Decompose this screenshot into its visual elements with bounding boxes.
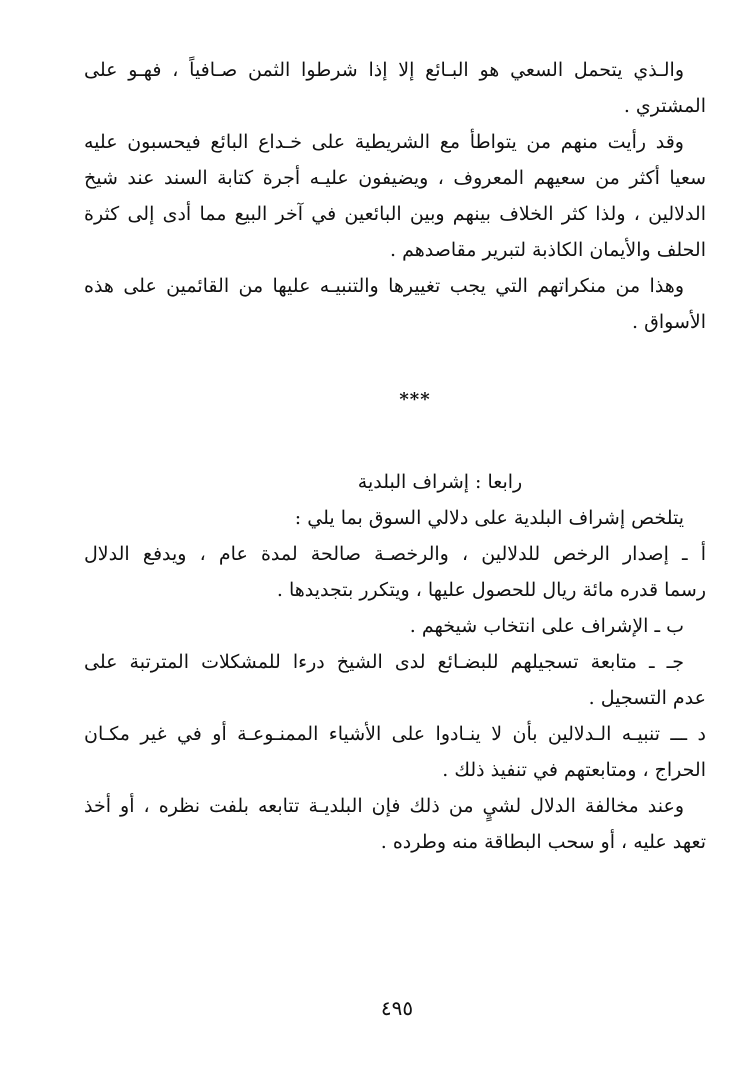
paragraph-2 [84,124,706,268]
text-line: تعهد عليه ، أو سحب البطاقة منه وطرده . [380,831,706,853]
text-line: المشتري . [623,95,706,117]
intro-line: يتلخص إشراف البلدية على دلالي السوق بما يلي : [294,507,684,529]
text-line: الحلف والأيمان الكاذبة لتبرير مقاصدهم . [390,239,706,261]
text-line: أ ـ إصدار الرخص للدلالين ، والرخصـة صالحة لمدة عام ، ويدفع الدلال [84,543,706,565]
section-separator: *** [399,389,431,410]
section-heading: رابعا : إشراف البلدية [357,471,523,493]
text-line: الحراج ، ومتابعتهم في تنفيذ ذلك . [442,759,706,781]
paragraph-final [84,788,706,860]
list-item-a [84,536,706,608]
page-text [84,52,706,860]
list-item-c [84,644,706,716]
text-line: وعند مخالفة الدلال لشيٍ من ذلك فإن البلديـة تتابعه بلفت نظره ، أو أخذ [84,795,684,817]
text-line: الدلالين ، ولذا كثر الخلاف بينهم وبين البائعين في آخر البيع مما أدى إلى كثرة [84,203,706,225]
paragraph-3 [84,268,706,340]
text-line: عدم التسجيل . [588,687,706,709]
text-line: الأسواق . [632,311,706,333]
list-item-b: ب ـ الإشراف على انتخاب شيخهم . [409,615,684,637]
page-number: ٤٩٥ [380,996,414,1020]
paragraph-1 [84,52,706,124]
text-line: رسما قدره مائة ريال للحصول عليها ، ويتكرر بتجديدها . [276,579,706,601]
text-line: سعيا أكثر من سعيهم المعروف ، ويضيفون عليـه أجرة كتابة السند عند شيخ [84,167,706,189]
text-line: والـذي يتحمل السعي هو البـائع إلا إذا شرطوا الثمن صـافياً ، فهـو على [84,59,684,81]
text-line: وهذا من منكراتهم التي يجب تغييرها والتنبيـه عليها من القائمين على هذه [84,275,684,297]
list-item-d [84,716,706,788]
text-line: جـ ـ متابعة تسجيلهم للبضـائع لدى الشيخ درءا للمشكلات المترتبة على [84,651,684,673]
text-line: د ـــ تنبيـه الـدلالين بأن لا ينـادوا على الأشياء الممنـوعـة أو في غير مكـان [84,723,706,745]
text-line: وقد رأيت منهم من يتواطأ مع الشريطية على خـداع البائع فيحسبون عليه [84,131,684,153]
